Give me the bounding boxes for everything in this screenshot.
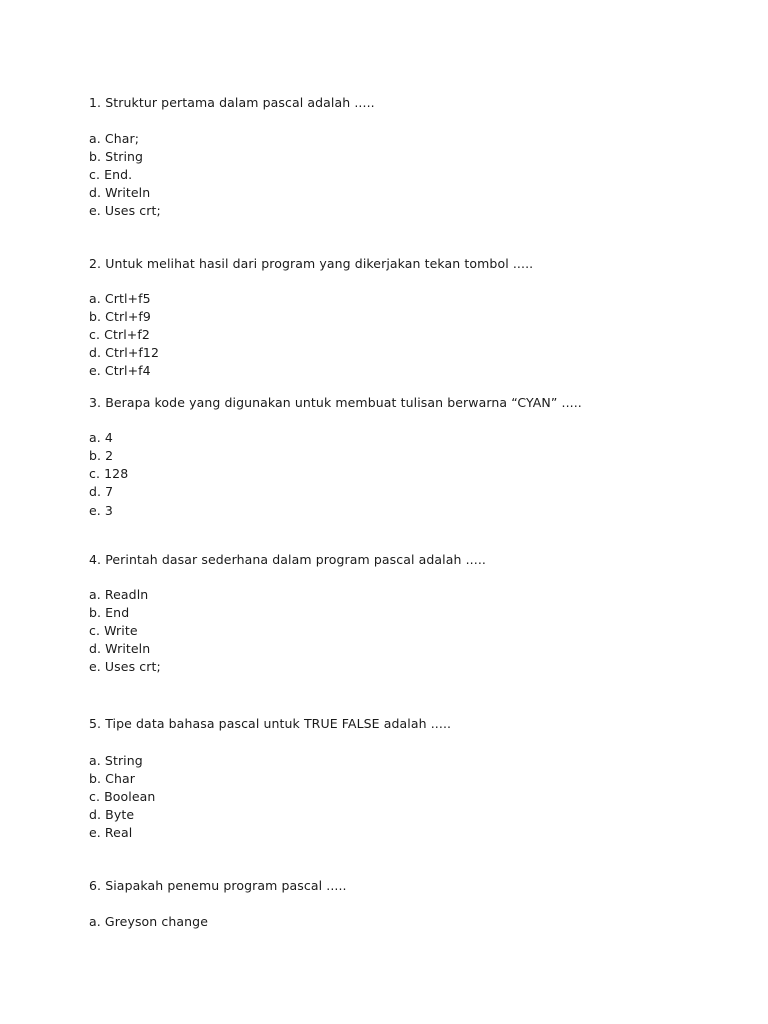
question-3-option-e: e. 3 xyxy=(89,503,113,518)
question-5-option-c: c. Boolean xyxy=(89,789,156,804)
question-4-option-e: e. Uses crt; xyxy=(89,659,161,674)
question-2-option-a: a. Crtl+f5 xyxy=(89,291,151,306)
question-5-option-e: e. Real xyxy=(89,825,133,840)
question-5-option-d: d. Byte xyxy=(89,807,135,822)
question-1-text: 1. Struktur pertama dalam pascal adalah ..... xyxy=(89,95,375,110)
question-3-option-c: c. 128 xyxy=(89,466,129,481)
question-2-option-d: d. Ctrl+f12 xyxy=(89,345,160,360)
question-1-option-b: b. String xyxy=(89,149,144,164)
question-3-text: 3. Berapa kode yang digunakan untuk membuat tulisan berwarna “CYAN” ..... xyxy=(89,395,582,410)
question-4-option-d: d. Writeln xyxy=(89,641,151,656)
question-4-option-b: b. End xyxy=(89,605,130,620)
question-2-option-c: c. Ctrl+f2 xyxy=(89,327,150,342)
question-3-option-b: b. 2 xyxy=(89,448,114,463)
question-1-option-a: a. Char; xyxy=(89,131,140,146)
question-6-option-a: a. Greyson change xyxy=(89,914,209,929)
question-3-option-d: d. 7 xyxy=(89,484,114,499)
question-1-option-c: c. End. xyxy=(89,167,133,182)
question-5-text: 5. Tipe data bahasa pascal untuk TRUE FALSE adalah ..... xyxy=(89,716,452,731)
question-4-option-a: a. Readln xyxy=(89,587,149,602)
question-5-option-b: b. Char xyxy=(89,771,136,786)
question-1-option-e: e. Uses crt; xyxy=(89,203,161,218)
question-6-text: 6. Siapakah penemu program pascal ..... xyxy=(89,878,347,893)
question-5-option-a: a. String xyxy=(89,753,143,768)
question-1-option-d: d. Writeln xyxy=(89,185,151,200)
question-3-option-a: a. 4 xyxy=(89,430,113,445)
question-4-option-c: c. Write xyxy=(89,623,138,638)
question-2-option-e: e. Ctrl+f4 xyxy=(89,363,151,378)
question-2-text: 2. Untuk melihat hasil dari program yang dikerjakan tekan tombol ..... xyxy=(89,256,534,271)
question-4-text: 4. Perintah dasar sederhana dalam program pascal adalah ..... xyxy=(89,552,486,567)
question-2-option-b: b. Ctrl+f9 xyxy=(89,309,151,324)
